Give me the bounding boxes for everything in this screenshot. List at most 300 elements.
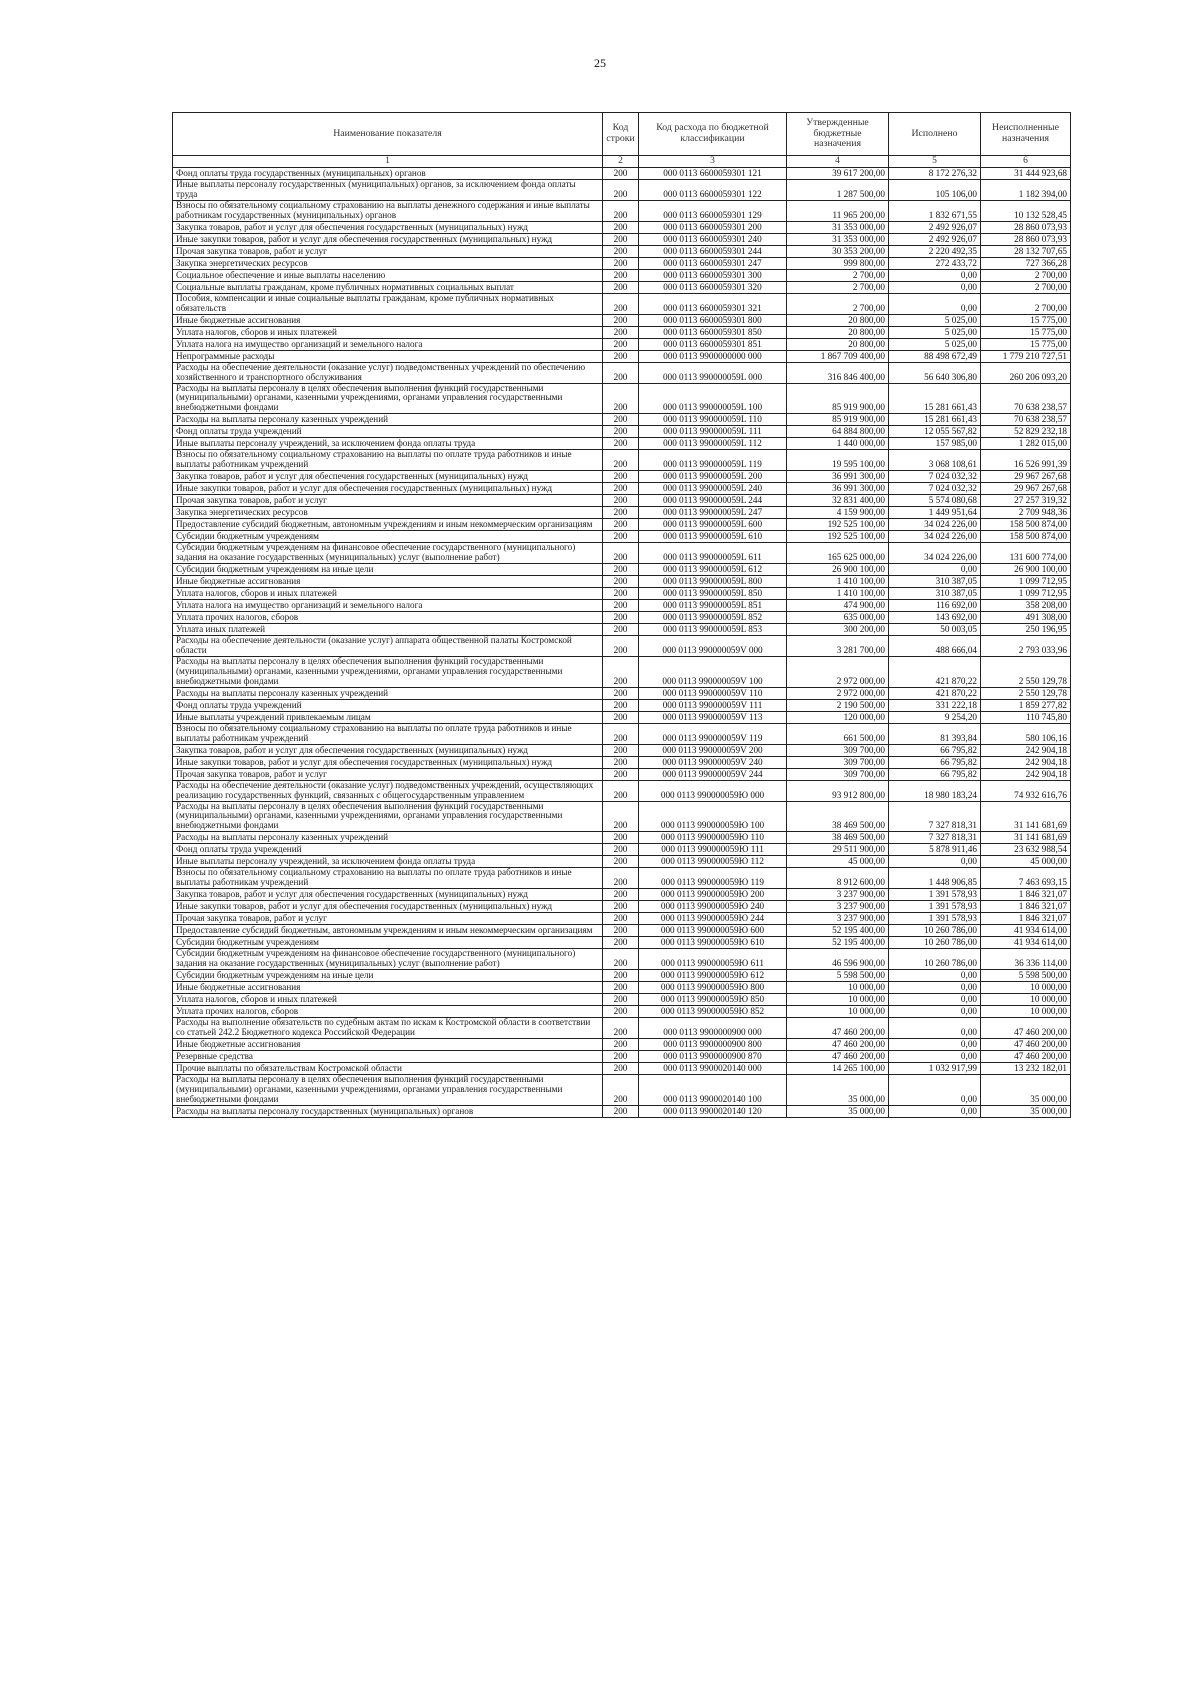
unexecuted-amount-cell: 2 700,00 xyxy=(981,281,1071,293)
classification-code-cell: 000 0113 990000059Ю 112 xyxy=(639,856,787,868)
table-row xyxy=(173,233,1071,245)
classification-code-cell: 000 0113 990000059Ю 111 xyxy=(639,844,787,856)
row-code-cell: 200 xyxy=(603,326,639,338)
indicator-name-cell: Фонд оплаты труда учреждений xyxy=(173,699,603,711)
indicator-name-cell: Расходы на выплаты персоналу в целях обеспечения выполнения функций государственными (муниципальными) органами, казенными учреждениями, органами управления государственными внебюджетными фондами xyxy=(173,1074,603,1105)
executed-amount-cell: 34 024 226,00 xyxy=(889,543,981,564)
indicator-name-cell: Расходы на обеспечение деятельности (оказание услуг) аппарата общественной палаты Костромской области xyxy=(173,636,603,657)
header-executed: Исполнено xyxy=(889,113,981,156)
row-code-cell: 200 xyxy=(603,937,639,949)
row-code-cell: 200 xyxy=(603,780,639,801)
row-code-cell: 200 xyxy=(603,994,639,1006)
unexecuted-amount-cell: 358 208,00 xyxy=(981,600,1071,612)
executed-amount-cell: 310 387,05 xyxy=(889,576,981,588)
executed-amount-cell: 2 492 926,07 xyxy=(889,233,981,245)
table-header xyxy=(173,113,1071,168)
classification-code-cell: 000 0113 6600059301 300 xyxy=(639,269,787,281)
indicator-name-cell: Уплата налогов, сборов и иных платежей xyxy=(173,994,603,1006)
indicator-name-cell: Социальные выплаты гражданам, кроме публичных нормативных социальных выплат xyxy=(173,281,603,293)
unexecuted-amount-cell: 10 000,00 xyxy=(981,1006,1071,1018)
approved-amount-cell: 2 700,00 xyxy=(787,293,889,314)
classification-code-cell: 000 0113 990000059V 111 xyxy=(639,699,787,711)
classification-code-cell: 000 0113 990000059Ю 850 xyxy=(639,994,787,1006)
unexecuted-amount-cell: 1 099 712,95 xyxy=(981,588,1071,600)
row-code-cell: 200 xyxy=(603,1038,639,1050)
column-number: 4 xyxy=(787,156,889,168)
indicator-name-cell: Субсидии бюджетным учреждениям на иные цели xyxy=(173,970,603,982)
executed-amount-cell: 143 692,00 xyxy=(889,612,981,624)
unexecuted-amount-cell: 242 904,18 xyxy=(981,744,1071,756)
executed-amount-cell: 15 281 661,43 xyxy=(889,383,981,414)
unexecuted-amount-cell: 7 463 693,15 xyxy=(981,868,1071,889)
classification-code-cell: 000 0113 6600059301 800 xyxy=(639,314,787,326)
unexecuted-amount-cell: 1 182 394,00 xyxy=(981,180,1071,201)
executed-amount-cell: 66 795,82 xyxy=(889,756,981,768)
classification-code-cell: 000 0113 990000059Ю 611 xyxy=(639,949,787,970)
executed-amount-cell: 0,00 xyxy=(889,281,981,293)
approved-amount-cell: 11 965 200,00 xyxy=(787,200,889,221)
unexecuted-amount-cell: 260 206 093,20 xyxy=(981,362,1071,383)
approved-amount-cell: 661 500,00 xyxy=(787,723,889,744)
approved-amount-cell: 29 511 900,00 xyxy=(787,844,889,856)
table-row xyxy=(173,588,1071,600)
classification-code-cell: 000 0113 990000059L 611 xyxy=(639,543,787,564)
table-row xyxy=(173,438,1071,450)
row-code-cell: 200 xyxy=(603,756,639,768)
table-row xyxy=(173,168,1071,180)
executed-amount-cell: 0,00 xyxy=(889,982,981,994)
table-row xyxy=(173,180,1071,201)
approved-amount-cell: 2 700,00 xyxy=(787,269,889,281)
classification-code-cell: 000 0113 9900000900 800 xyxy=(639,1038,787,1050)
approved-amount-cell: 35 000,00 xyxy=(787,1074,889,1105)
unexecuted-amount-cell: 16 526 991,39 xyxy=(981,450,1071,471)
approved-amount-cell: 2 972 000,00 xyxy=(787,656,889,687)
approved-amount-cell: 635 000,00 xyxy=(787,612,889,624)
approved-amount-cell: 120 000,00 xyxy=(787,711,889,723)
approved-amount-cell: 316 846 400,00 xyxy=(787,362,889,383)
table-row xyxy=(173,507,1071,519)
unexecuted-amount-cell: 15 775,00 xyxy=(981,314,1071,326)
indicator-name-cell: Иные закупки товаров, работ и услуг для обеспечения государственных (муниципальных) нужд xyxy=(173,483,603,495)
unexecuted-amount-cell: 727 366,28 xyxy=(981,257,1071,269)
indicator-name-cell: Расходы на выплаты персоналу казенных учреждений xyxy=(173,832,603,844)
approved-amount-cell: 47 460 200,00 xyxy=(787,1050,889,1062)
indicator-name-cell: Иные бюджетные ассигнования xyxy=(173,1038,603,1050)
approved-amount-cell: 20 800,00 xyxy=(787,326,889,338)
table-row xyxy=(173,314,1071,326)
approved-amount-cell: 300 200,00 xyxy=(787,624,889,636)
row-code-cell: 200 xyxy=(603,438,639,450)
header-unexecuted: Неисполненные назначения xyxy=(981,113,1071,156)
classification-code-cell: 000 0113 6600059301 851 xyxy=(639,338,787,350)
executed-amount-cell: 105 106,00 xyxy=(889,180,981,201)
indicator-name-cell: Субсидии бюджетным учреждениям на финансовое обеспечение государственного (муниципального) задания на оказание государственных (муниципальных) услуг (выполнение работ) xyxy=(173,543,603,564)
executed-amount-cell: 8 172 276,32 xyxy=(889,168,981,180)
row-code-cell: 200 xyxy=(603,1105,639,1117)
executed-amount-cell: 1 391 578,93 xyxy=(889,901,981,913)
unexecuted-amount-cell: 28 860 073,93 xyxy=(981,233,1071,245)
table-row xyxy=(173,257,1071,269)
unexecuted-amount-cell: 28 860 073,93 xyxy=(981,221,1071,233)
classification-code-cell: 000 0113 6600059301 320 xyxy=(639,281,787,293)
indicator-name-cell: Закупка товаров, работ и услуг для обеспечения государственных (муниципальных) нужд xyxy=(173,471,603,483)
indicator-name-cell: Расходы на обеспечение деятельности (оказание услуг) подведомственных учреждений, осуществляющих реализацию государственных функций, связанных с общегосударственным управлением xyxy=(173,780,603,801)
row-code-cell: 200 xyxy=(603,564,639,576)
column-number: 1 xyxy=(173,156,603,168)
classification-code-cell: 000 0113 990000059Ю 119 xyxy=(639,868,787,889)
row-code-cell: 200 xyxy=(603,723,639,744)
table-row xyxy=(173,221,1071,233)
row-code-cell: 200 xyxy=(603,1074,639,1105)
unexecuted-amount-cell: 2 709 948,36 xyxy=(981,507,1071,519)
indicator-name-cell: Расходы на обеспечение деятельности (оказание услуг) подведомственных учреждений по обеспечению хозяйственного и транспортного обслуживания xyxy=(173,362,603,383)
row-code-cell: 200 xyxy=(603,913,639,925)
classification-code-cell: 000 0113 990000059V 113 xyxy=(639,711,787,723)
approved-amount-cell: 5 598 500,00 xyxy=(787,970,889,982)
executed-amount-cell: 421 870,22 xyxy=(889,656,981,687)
classification-code-cell: 000 0113 990000059Ю 852 xyxy=(639,1006,787,1018)
approved-amount-cell: 39 617 200,00 xyxy=(787,168,889,180)
unexecuted-amount-cell: 47 460 200,00 xyxy=(981,1050,1071,1062)
executed-amount-cell: 272 433,72 xyxy=(889,257,981,269)
indicator-name-cell: Прочая закупка товаров, работ и услуг xyxy=(173,495,603,507)
table-row xyxy=(173,450,1071,471)
column-number: 3 xyxy=(639,156,787,168)
approved-amount-cell: 1 287 500,00 xyxy=(787,180,889,201)
indicator-name-cell: Расходы на выплаты персоналу казенных учреждений xyxy=(173,414,603,426)
executed-amount-cell: 34 024 226,00 xyxy=(889,531,981,543)
table-row xyxy=(173,471,1071,483)
approved-amount-cell: 64 884 800,00 xyxy=(787,426,889,438)
row-code-cell: 200 xyxy=(603,1018,639,1039)
table-row xyxy=(173,1105,1071,1117)
executed-amount-cell: 5 574 080,68 xyxy=(889,495,981,507)
table-row xyxy=(173,994,1071,1006)
row-code-cell: 200 xyxy=(603,970,639,982)
classification-code-cell: 000 0113 990000059L 851 xyxy=(639,600,787,612)
unexecuted-amount-cell: 47 460 200,00 xyxy=(981,1038,1071,1050)
table-row xyxy=(173,937,1071,949)
indicator-name-cell: Иные закупки товаров, работ и услуг для обеспечения государственных (муниципальных) нужд xyxy=(173,901,603,913)
indicator-name-cell: Закупка энергетических ресурсов xyxy=(173,257,603,269)
executed-amount-cell: 0,00 xyxy=(889,1050,981,1062)
table-row xyxy=(173,495,1071,507)
executed-amount-cell: 9 254,20 xyxy=(889,711,981,723)
table-row xyxy=(173,744,1071,756)
indicator-name-cell: Пособия, компенсации и иные социальные выплаты гражданам, кроме публичных нормативных обязательств xyxy=(173,293,603,314)
executed-amount-cell: 50 003,05 xyxy=(889,624,981,636)
classification-code-cell: 000 0113 990000059L 800 xyxy=(639,576,787,588)
row-code-cell: 200 xyxy=(603,350,639,362)
approved-amount-cell: 36 991 300,00 xyxy=(787,483,889,495)
executed-amount-cell: 0,00 xyxy=(889,1006,981,1018)
executed-amount-cell: 0,00 xyxy=(889,1018,981,1039)
table-row xyxy=(173,756,1071,768)
table-body xyxy=(173,168,1071,1118)
column-number: 5 xyxy=(889,156,981,168)
row-code-cell: 200 xyxy=(603,832,639,844)
row-code-cell: 200 xyxy=(603,699,639,711)
executed-amount-cell: 0,00 xyxy=(889,856,981,868)
approved-amount-cell: 192 525 100,00 xyxy=(787,519,889,531)
indicator-name-cell: Закупка товаров, работ и услуг для обеспечения государственных (муниципальных) нужд xyxy=(173,744,603,756)
classification-code-cell: 000 0113 6600059301 244 xyxy=(639,245,787,257)
row-code-cell: 200 xyxy=(603,257,639,269)
approved-amount-cell: 93 912 800,00 xyxy=(787,780,889,801)
executed-amount-cell: 56 640 306,80 xyxy=(889,362,981,383)
column-number: 6 xyxy=(981,156,1071,168)
classification-code-cell: 000 0113 990000059L 200 xyxy=(639,471,787,483)
unexecuted-amount-cell: 10 000,00 xyxy=(981,982,1071,994)
table-row xyxy=(173,576,1071,588)
classification-code-cell: 000 0113 990000059Ю 244 xyxy=(639,913,787,925)
table-row xyxy=(173,832,1071,844)
executed-amount-cell: 12 055 567,82 xyxy=(889,426,981,438)
table-row xyxy=(173,564,1071,576)
row-code-cell: 200 xyxy=(603,982,639,994)
classification-code-cell: 000 0113 990000059L 119 xyxy=(639,450,787,471)
row-code-cell: 200 xyxy=(603,624,639,636)
unexecuted-amount-cell: 28 132 707,65 xyxy=(981,245,1071,257)
indicator-name-cell: Иные выплаты персоналу государственных (муниципальных) органов, за исключением фонда оплаты труда xyxy=(173,180,603,201)
indicator-name-cell: Уплата прочих налогов, сборов xyxy=(173,612,603,624)
classification-code-cell: 000 0113 990000059V 119 xyxy=(639,723,787,744)
unexecuted-amount-cell: 580 106,16 xyxy=(981,723,1071,744)
indicator-name-cell: Субсидии бюджетным учреждениям на финансовое обеспечение государственного (муниципального) задания на оказание государственных (муниципальных) услуг (выполнение работ) xyxy=(173,949,603,970)
row-code-cell: 200 xyxy=(603,1062,639,1074)
table-row xyxy=(173,426,1071,438)
executed-amount-cell: 421 870,22 xyxy=(889,687,981,699)
executed-amount-cell: 5 878 911,46 xyxy=(889,844,981,856)
table-row xyxy=(173,281,1071,293)
approved-amount-cell: 47 460 200,00 xyxy=(787,1018,889,1039)
row-code-cell: 200 xyxy=(603,483,639,495)
executed-amount-cell: 18 980 183,24 xyxy=(889,780,981,801)
executed-amount-cell: 0,00 xyxy=(889,970,981,982)
executed-amount-cell: 5 025,00 xyxy=(889,338,981,350)
classification-code-cell: 000 0113 990000059L 110 xyxy=(639,414,787,426)
row-code-cell: 200 xyxy=(603,889,639,901)
unexecuted-amount-cell: 47 460 200,00 xyxy=(981,1018,1071,1039)
approved-amount-cell: 10 000,00 xyxy=(787,1006,889,1018)
classification-code-cell: 000 0113 990000059L 850 xyxy=(639,588,787,600)
table-row xyxy=(173,531,1071,543)
row-code-cell: 200 xyxy=(603,426,639,438)
indicator-name-cell: Прочая закупка товаров, работ и услуг xyxy=(173,913,603,925)
row-code-cell: 200 xyxy=(603,949,639,970)
classification-code-cell: 000 0113 9900020140 120 xyxy=(639,1105,787,1117)
approved-amount-cell: 309 700,00 xyxy=(787,756,889,768)
table-row xyxy=(173,1038,1071,1050)
table-row xyxy=(173,925,1071,937)
unexecuted-amount-cell: 491 308,00 xyxy=(981,612,1071,624)
table-row xyxy=(173,889,1071,901)
unexecuted-amount-cell: 31 444 923,68 xyxy=(981,168,1071,180)
classification-code-cell: 000 0113 990000059L 240 xyxy=(639,483,787,495)
row-code-cell: 200 xyxy=(603,221,639,233)
indicator-name-cell: Взносы по обязательному социальному страхованию на выплаты по оплате труда работников и иные выплаты работникам учреждений xyxy=(173,450,603,471)
column-number-row xyxy=(173,156,1071,168)
header-classification-code: Код расхода по бюджетной классификации xyxy=(639,113,787,156)
row-code-cell: 200 xyxy=(603,636,639,657)
classification-code-cell: 000 0113 9900020140 100 xyxy=(639,1074,787,1105)
classification-code-cell: 000 0113 990000059Ю 200 xyxy=(639,889,787,901)
approved-amount-cell: 31 353 000,00 xyxy=(787,233,889,245)
approved-amount-cell: 20 800,00 xyxy=(787,314,889,326)
indicator-name-cell: Расходы на выплаты персоналу в целях обеспечения выполнения функций государственными (муниципальными) органами, казенными учреждениями, органами управления государственными внебюджетными фондами xyxy=(173,801,603,832)
unexecuted-amount-cell: 110 745,80 xyxy=(981,711,1071,723)
unexecuted-amount-cell: 158 500 874,00 xyxy=(981,531,1071,543)
executed-amount-cell: 1 032 917,99 xyxy=(889,1062,981,1074)
approved-amount-cell: 36 991 300,00 xyxy=(787,471,889,483)
table-row xyxy=(173,200,1071,221)
executed-amount-cell: 66 795,82 xyxy=(889,768,981,780)
executed-amount-cell: 10 260 786,00 xyxy=(889,925,981,937)
unexecuted-amount-cell: 36 336 114,00 xyxy=(981,949,1071,970)
classification-code-cell: 000 0113 990000059Ю 000 xyxy=(639,780,787,801)
row-code-cell: 200 xyxy=(603,450,639,471)
approved-amount-cell: 10 000,00 xyxy=(787,994,889,1006)
table-row xyxy=(173,723,1071,744)
indicator-name-cell: Социальное обеспечение и иные выплаты населению xyxy=(173,269,603,281)
approved-amount-cell: 1 410 100,00 xyxy=(787,588,889,600)
executed-amount-cell: 0,00 xyxy=(889,293,981,314)
classification-code-cell: 000 0113 990000059L 112 xyxy=(639,438,787,450)
table-row xyxy=(173,269,1071,281)
approved-amount-cell: 3 281 700,00 xyxy=(787,636,889,657)
header-row xyxy=(173,113,1071,156)
unexecuted-amount-cell: 52 829 232,18 xyxy=(981,426,1071,438)
approved-amount-cell: 20 800,00 xyxy=(787,338,889,350)
table-row xyxy=(173,780,1071,801)
row-code-cell: 200 xyxy=(603,925,639,937)
table-row xyxy=(173,624,1071,636)
row-code-cell: 200 xyxy=(603,1050,639,1062)
table-row xyxy=(173,970,1071,982)
approved-amount-cell: 46 596 900,00 xyxy=(787,949,889,970)
indicator-name-cell: Прочая закупка товаров, работ и услуг xyxy=(173,768,603,780)
approved-amount-cell: 309 700,00 xyxy=(787,744,889,756)
executed-amount-cell: 116 692,00 xyxy=(889,600,981,612)
unexecuted-amount-cell: 35 000,00 xyxy=(981,1074,1071,1105)
row-code-cell: 200 xyxy=(603,362,639,383)
approved-amount-cell: 999 800,00 xyxy=(787,257,889,269)
classification-code-cell: 000 0113 990000059Ю 612 xyxy=(639,970,787,982)
row-code-cell: 200 xyxy=(603,901,639,913)
executed-amount-cell: 0,00 xyxy=(889,1074,981,1105)
classification-code-cell: 000 0113 9900000000 000 xyxy=(639,350,787,362)
row-code-cell: 200 xyxy=(603,768,639,780)
executed-amount-cell: 0,00 xyxy=(889,1105,981,1117)
classification-code-cell: 000 0113 990000059L 100 xyxy=(639,383,787,414)
unexecuted-amount-cell: 31 141 681,69 xyxy=(981,801,1071,832)
row-code-cell: 200 xyxy=(603,495,639,507)
unexecuted-amount-cell: 242 904,18 xyxy=(981,756,1071,768)
table-row xyxy=(173,245,1071,257)
unexecuted-amount-cell: 27 257 319,32 xyxy=(981,495,1071,507)
unexecuted-amount-cell: 1 099 712,95 xyxy=(981,576,1071,588)
table-row xyxy=(173,350,1071,362)
table-row xyxy=(173,326,1071,338)
page-number: 25 xyxy=(594,56,606,70)
approved-amount-cell: 2 972 000,00 xyxy=(787,687,889,699)
unexecuted-amount-cell: 250 196,95 xyxy=(981,624,1071,636)
row-code-cell: 200 xyxy=(603,338,639,350)
unexecuted-amount-cell: 70 638 238,57 xyxy=(981,383,1071,414)
row-code-cell: 200 xyxy=(603,383,639,414)
unexecuted-amount-cell: 41 934 614,00 xyxy=(981,937,1071,949)
approved-amount-cell: 85 919 900,00 xyxy=(787,414,889,426)
unexecuted-amount-cell: 1 846 321,07 xyxy=(981,913,1071,925)
classification-code-cell: 000 0113 990000059Ю 610 xyxy=(639,937,787,949)
executed-amount-cell: 7 024 032,32 xyxy=(889,483,981,495)
executed-amount-cell: 488 666,04 xyxy=(889,636,981,657)
classification-code-cell: 000 0113 9900020140 000 xyxy=(639,1062,787,1074)
classification-code-cell: 000 0113 990000059L 600 xyxy=(639,519,787,531)
executed-amount-cell: 310 387,05 xyxy=(889,588,981,600)
row-code-cell: 200 xyxy=(603,868,639,889)
table-row xyxy=(173,687,1071,699)
unexecuted-amount-cell: 2 700,00 xyxy=(981,293,1071,314)
classification-code-cell: 000 0113 990000059L 852 xyxy=(639,612,787,624)
indicator-name-cell: Уплата налогов, сборов и иных платежей xyxy=(173,326,603,338)
approved-amount-cell: 14 265 100,00 xyxy=(787,1062,889,1074)
executed-amount-cell: 2 492 926,07 xyxy=(889,221,981,233)
unexecuted-amount-cell: 70 638 238,57 xyxy=(981,414,1071,426)
row-code-cell: 200 xyxy=(603,314,639,326)
executed-amount-cell: 1 391 578,93 xyxy=(889,889,981,901)
unexecuted-amount-cell: 131 600 774,00 xyxy=(981,543,1071,564)
row-code-cell: 200 xyxy=(603,471,639,483)
row-code-cell: 200 xyxy=(603,612,639,624)
classification-code-cell: 000 0113 6600059301 129 xyxy=(639,200,787,221)
table-row xyxy=(173,414,1071,426)
row-code-cell: 200 xyxy=(603,281,639,293)
unexecuted-amount-cell: 1 282 015,00 xyxy=(981,438,1071,450)
approved-amount-cell: 45 000,00 xyxy=(787,856,889,868)
unexecuted-amount-cell: 41 934 614,00 xyxy=(981,925,1071,937)
classification-code-cell: 000 0113 990000059L 000 xyxy=(639,362,787,383)
table-row xyxy=(173,801,1071,832)
unexecuted-amount-cell: 2 793 033,96 xyxy=(981,636,1071,657)
indicator-name-cell: Иные выплаты персоналу учреждений, за исключением фонда оплаты труда xyxy=(173,856,603,868)
unexecuted-amount-cell: 29 967 267,68 xyxy=(981,471,1071,483)
indicator-name-cell: Предоставление субсидий бюджетным, автономным учреждениям и иным некоммерческим организациям xyxy=(173,519,603,531)
unexecuted-amount-cell: 2 550 129,78 xyxy=(981,656,1071,687)
approved-amount-cell: 38 469 500,00 xyxy=(787,801,889,832)
classification-code-cell: 000 0113 990000059Ю 800 xyxy=(639,982,787,994)
row-code-cell: 200 xyxy=(603,1006,639,1018)
table-row xyxy=(173,293,1071,314)
table-row xyxy=(173,856,1071,868)
approved-amount-cell: 165 625 000,00 xyxy=(787,543,889,564)
indicator-name-cell: Взносы по обязательному социальному страхованию на выплаты денежного содержания и иные выплаты работникам государственных (муниципальных) органов xyxy=(173,200,603,221)
executed-amount-cell: 5 025,00 xyxy=(889,326,981,338)
row-code-cell: 200 xyxy=(603,531,639,543)
unexecuted-amount-cell: 13 232 182,01 xyxy=(981,1062,1071,1074)
executed-amount-cell: 3 068 108,61 xyxy=(889,450,981,471)
indicator-name-cell: Фонд оплаты труда государственных (муниципальных) органов xyxy=(173,168,603,180)
table-row xyxy=(173,768,1071,780)
classification-code-cell: 000 0113 990000059L 247 xyxy=(639,507,787,519)
row-code-cell: 200 xyxy=(603,801,639,832)
table-row xyxy=(173,844,1071,856)
budget-execution-table xyxy=(172,112,1071,1118)
classification-code-cell: 000 0113 990000059L 111 xyxy=(639,426,787,438)
classification-code-cell: 000 0113 990000059L 244 xyxy=(639,495,787,507)
indicator-name-cell: Закупка энергетических ресурсов xyxy=(173,507,603,519)
